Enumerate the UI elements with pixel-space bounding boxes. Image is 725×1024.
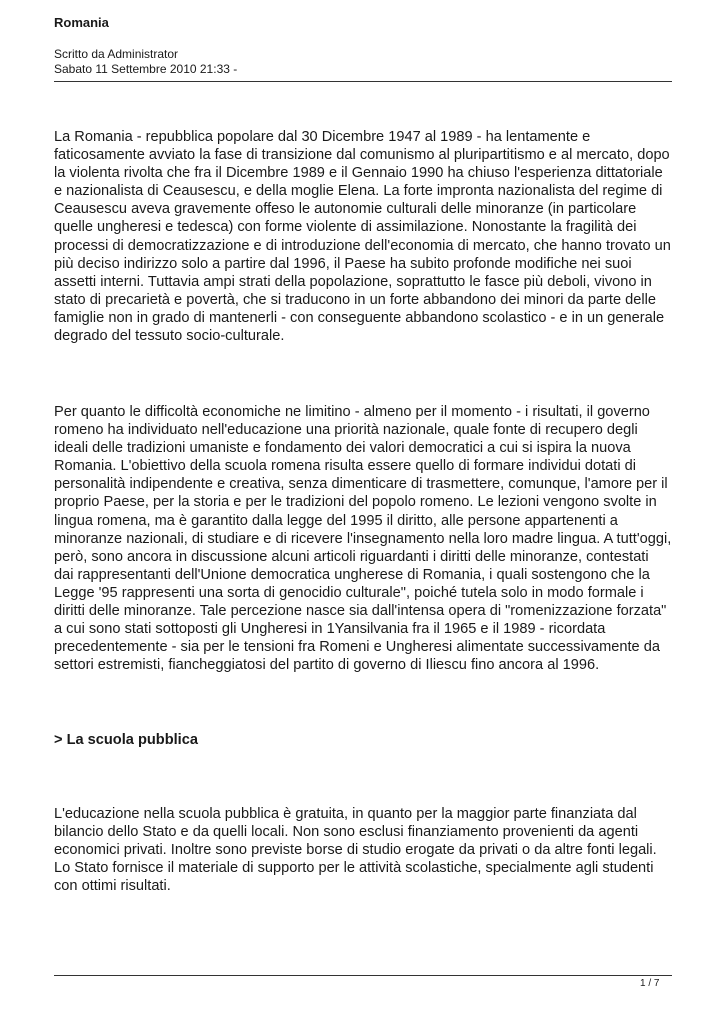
header-divider (54, 81, 672, 82)
footer-divider (54, 975, 672, 976)
body-paragraph-3: L'educazione nella scuola pubblica è gratuita, in quanto per la maggior parte finanziata dal bilancio dello Stato e da quelli locali. Non sono esclusi finanziamento provenienti da agenti economici privati. Inoltre sono previste borse di studio erogate da privati o da altre fonti legali. Lo Stato fornisce il materiale di supporto per le attività scolastiche, specialmente agli studenti con ottimi risultati. (54, 806, 657, 895)
page-number: 1 / 7 (640, 978, 660, 989)
author-line: Scritto da Administrator (54, 47, 179, 61)
date-line: Sabato 11 Settembre 2010 21:33 - (54, 62, 238, 76)
document-title: Romania (54, 15, 109, 30)
document-meta (54, 47, 237, 77)
section-heading-scuola-pubblica: > La scuola pubblica (54, 732, 198, 748)
body-paragraph-2: Per quanto le difficoltà economiche ne limitino - almeno per il momento - i risultati, il governo romeno ha individuato nell'educazione una priorità nazionale, quale fonte di recupero degli ideali delle tradizioni umaniste e fondamento dei valori democratici a cui si ispira la nuova Romania. L'obiettivo della scuola romena risulta essere quello di formare individui dotati di personalità indipendente e creativa, senza dimenticare di trasmettere, comunque, l'amore per il proprio Paese, per la storia e per le tradizioni del popolo romeno. Le lezioni vengono svolte in lingua romena, ma è garantito dalla legge del 1995 il diritto, alle persone appartenenti a minoranze nazionali, di studiare e di ricevere l'insegnamento nella loro madre lingua. A tutt'oggi, però, sono ancora in discussione alcuni articoli riguardanti i diritti delle minoranze, contestati dai rappresentanti dell'Unione democratica ungherese di Romania, i quali sostengono che la Legge '95 rappresenti una sorta di genocidio culturale", poiché tutela solo in modo formale i diritti delle minoranze. Tale percezione nasce sia dall'intensa opera di "romenizzazione forzata" a cui sono stati sottoposti gli Ungheresi in 1Yansilvania fra il 1965 e il 1989 - ricordata precedentemente - sia per le tensioni fra Romeni e Ungheresi alimentate successivamente da settori estremisti, fiancheggiatosi del partito di governo di Iliescu fino ancora al 1996. (54, 404, 672, 674)
body-paragraph-1: La Romania - repubblica popolare dal 30 Dicembre 1947 al 1989 - ha lentamente e faticosamente avviato la fase di transizione dal comunismo al pluripartitismo e al mercato, dopo la violenta rivolta che fra il Dicembre 1989 e il Gennaio 1990 ha chiuso l'esperienza dittatoriale e nazionalista di Ceausescu, e della moglie Elena. La forte impronta nazionalista del regime di Ceausescu aveva gravemente offeso le autonomie culturali delle minoranze (in particolare quelle ungheresi e tedesca) con forme violente di assimilazione. Nonostante la fragilità dei processi di democratizzazione e di introduzione dell'economia di mercato, che hanno trovato un più deciso indirizzo solo a partire dal 1996, il Paese ha subito profonde modifiche nei suoi assetti interni. Tuttavia ampi strati della popolazione, soprattutto le fasce più deboli, vivono in stato di precarietà e povertà, che si traducono in un forte abbandono dei minori da parte delle famiglie non in grado di mantenerli - con conseguente abbandono scolastico - e in un generale degrado del tessuto socio-culturale. (54, 129, 671, 345)
